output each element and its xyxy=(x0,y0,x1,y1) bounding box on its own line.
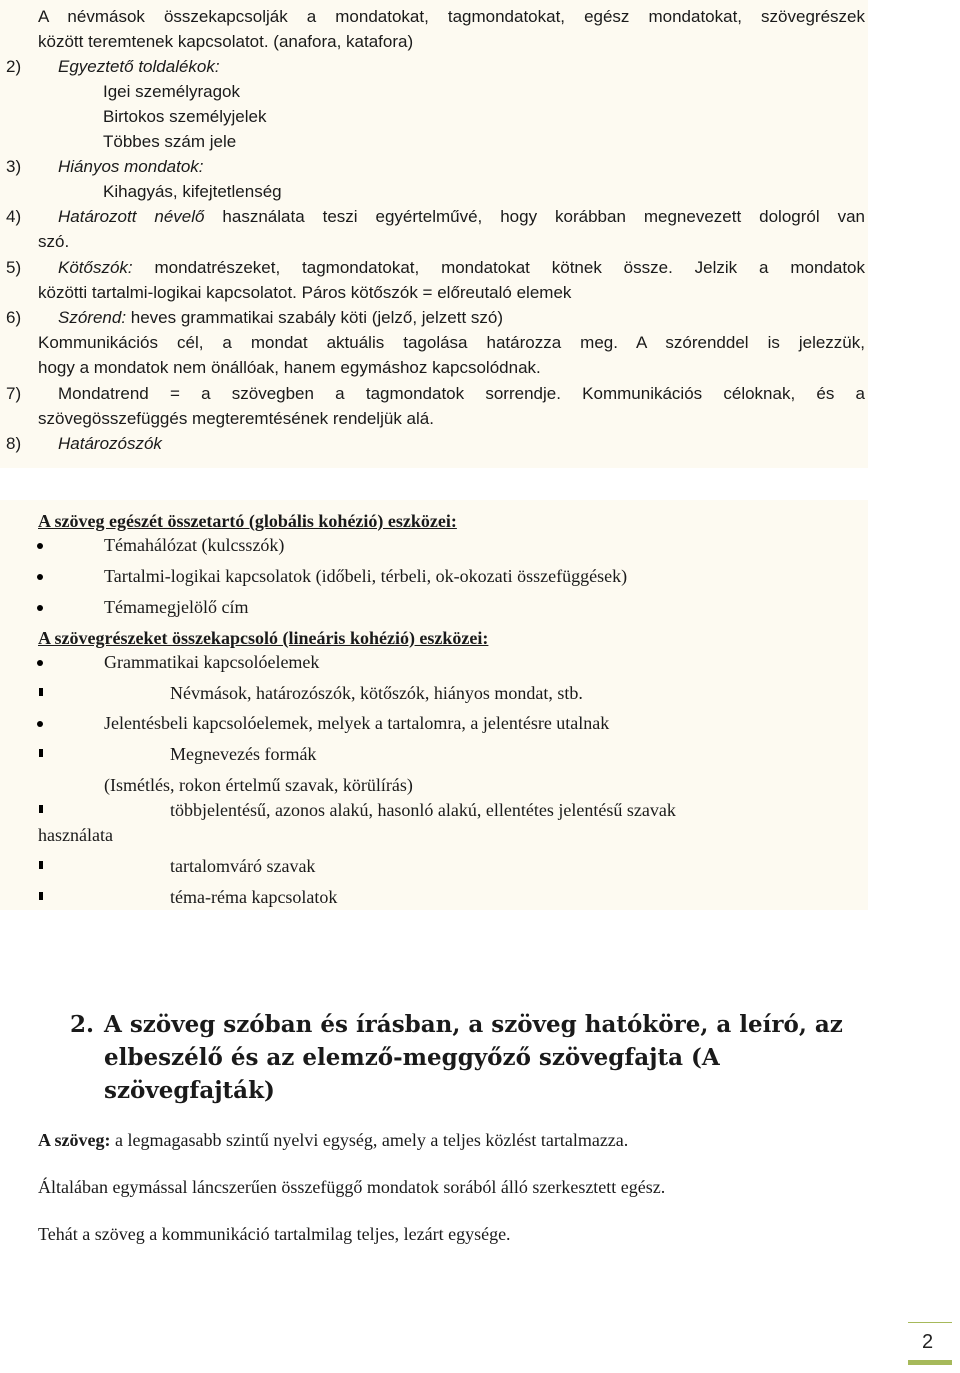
page-number-bar xyxy=(908,1360,952,1365)
intro-line-1: A névmások összekapcsolják a mondatokat, tagmondatokat, egész mondatokat, szövegrészek xyxy=(38,7,865,26)
item-5-continuation: közötti tartalmi-logikai kapcsolatot. Páros kötőszók = előreutaló elemek xyxy=(38,283,572,302)
bullet-dot-icon xyxy=(37,660,43,666)
item-5-number: 5) xyxy=(6,258,22,277)
semantic-sub-3: tartalomváró szavak xyxy=(170,856,316,876)
item-2-sub-1: Igei személyragok xyxy=(103,82,241,101)
item-4-continuation: szó. xyxy=(38,232,70,251)
bullet-square-icon xyxy=(39,688,43,696)
bullet-square-icon xyxy=(39,861,43,869)
item-7-continuation: szövegösszefüggés megteremtésének rendeljük alá. xyxy=(38,409,434,428)
page-number-rule xyxy=(908,1322,952,1323)
bullet-square-icon xyxy=(39,892,43,900)
semantic-sub-1: Megnevezés formák xyxy=(170,744,317,764)
item-8-label: Határozószók xyxy=(58,434,162,453)
bullet-square-icon xyxy=(39,805,43,813)
definition-1: A szöveg: a legmagasabb szintű nyelvi egység, amely a teljes közlést tartalmazza. xyxy=(38,1130,629,1150)
item-8-number: 8) xyxy=(6,434,22,453)
item-3-sub-1: Kihagyás, kifejtetlenség xyxy=(103,182,282,201)
item-3-label: Hiányos mondatok: xyxy=(58,157,204,176)
global-item-2: Tartalmi-logikai kapcsolatok (időbeli, térbeli, ok-okozati összefüggések) xyxy=(104,566,628,586)
linear-grammar: Grammatikai kapcsolóelemek xyxy=(104,652,320,672)
item-2-sub-3: Többes szám jele xyxy=(103,132,237,151)
item-3-number: 3) xyxy=(6,157,22,176)
definition-3: Tehát a szöveg a kommunikáció tartalmilag teljes, lezárt egysége. xyxy=(38,1224,511,1244)
item-6-number: 6) xyxy=(6,308,22,327)
item-7-text: Mondatrend = a szövegben a tagmondatok sorrendje. Kommunikációs céloknak, és a xyxy=(58,384,866,403)
semantic-sub-2-continuation: használata xyxy=(38,825,113,845)
item-2-label: Egyeztető toldalékok: xyxy=(58,57,220,76)
definition-2: Általában egymással láncszerűen összefüggő mondatok sorából álló szerkesztett egész. xyxy=(38,1177,666,1197)
item-4-text: Határozott névelő használata teszi egyértelművé, hogy korábban megnevezett dologról van xyxy=(58,207,865,226)
page-number: 2 xyxy=(922,1331,934,1353)
global-item-1: Témahálózat (kulcsszók) xyxy=(104,535,285,555)
semantic-sub-1-note: (Ismétlés, rokon értelmű szavak, körülírás) xyxy=(104,775,413,795)
global-item-3: Témamegjelölő cím xyxy=(104,597,249,617)
linear-semantic: Jelentésbeli kapcsolóelemek, melyek a tartalomra, a jelentésre utalnak xyxy=(104,713,610,733)
intro-line-2: között teremtenek kapcsolatot. (anafora, katafora) xyxy=(38,32,414,51)
section-2-number: 2. xyxy=(70,1011,95,1038)
item-7-number: 7) xyxy=(6,384,22,403)
section-2-title xyxy=(70,1008,890,1107)
bullet-dot-icon xyxy=(37,543,43,549)
bullet-dot-icon xyxy=(37,574,43,580)
semantic-sub-4: téma-réma kapcsolatok xyxy=(170,887,338,907)
item-4-number: 4) xyxy=(6,207,22,226)
section-2-title-text: A szöveg szóban és írásban, a szöveg hatóköre, a leíró, az elbeszélő és az elemző-meggyőző szövegfajta (A szövegfajták) xyxy=(104,1011,843,1104)
bullet-dot-icon xyxy=(37,721,43,727)
semantic-sub-2: többjelentésű, azonos alakú, hasonló alakú, ellentétes jelentésű szavak xyxy=(170,800,676,820)
bullet-dot-icon xyxy=(37,605,43,611)
bullet-square-icon xyxy=(39,749,43,757)
heading-linear-cohesion: A szövegrészeket összekapcsoló (lineáris kohézió) eszközei: xyxy=(38,628,489,648)
heading-global-cohesion: A szöveg egészét összetartó (globális kohézió) eszközei: xyxy=(38,511,457,531)
item-2-sub-2: Birtokos személyjelek xyxy=(103,107,267,126)
item-6-continuation-2: hogy a mondatok nem önállóak, hanem egymáshoz kapcsolódnak. xyxy=(38,358,541,377)
item-5-text: Kötőszók: mondatrészeket, tagmondatokat, mondatokat kötnek össze. Jelzik a mondatok xyxy=(58,258,865,277)
linear-grammar-sub: Névmások, határozószók, kötőszók, hiányos mondat, stb. xyxy=(170,683,583,703)
item-6-continuation-1: Kommunikációs cél, a mondat aktuális tagolása határozza meg. A szórenddel is jelezzük, xyxy=(38,333,865,352)
item-6-text: Szórend: heves grammatikai szabály köti (jelző, jelzett szó) xyxy=(58,308,504,327)
item-2-number: 2) xyxy=(6,57,22,76)
